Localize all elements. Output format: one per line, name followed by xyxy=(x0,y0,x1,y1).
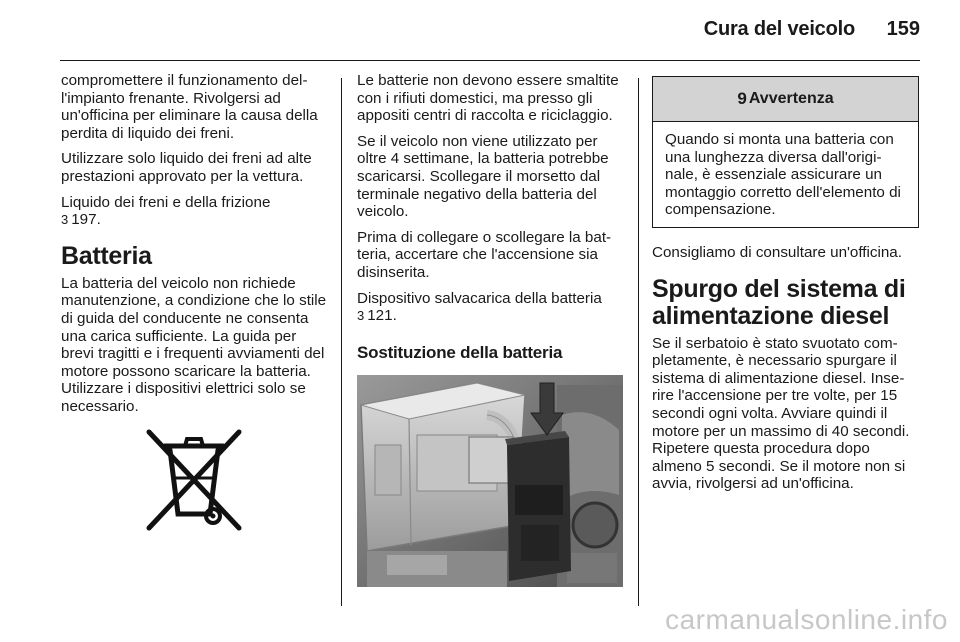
paragraph-battery-idle: Se il veicolo non viene utilizzato per oltre 4 settimane, la batteria potrebbe scaricarsi. Scollegare il morsetto dal terminale negativo della batteria del veicolo. xyxy=(357,132,609,221)
column-3 xyxy=(652,72,920,501)
column-1 xyxy=(61,72,327,534)
page-number: 159 xyxy=(886,18,920,40)
paragraph-battery-ignition: Prima di collegare o scollegare la batteria, accertare che l'accensione sia disinserita. xyxy=(357,228,612,281)
paragraph-brake-leak: compromettere il funzionamento dell'impianto frenante. Rivolgersi ad un'officina per eliminare la causa della perdita di liquido dei freni. xyxy=(61,72,318,142)
page-header-title: Cura del veicolo xyxy=(703,18,855,40)
warning-text: Quando si monta una batteria con una lunghezza diversa dall'originale, è essenziale assicurare un montaggio corretto dell'elemento di compensazione. xyxy=(665,131,901,219)
warning-header xyxy=(653,77,918,122)
paragraph-consult-workshop: Consigliamo di consultare un'officina. xyxy=(652,243,902,261)
engine-bay-illustration xyxy=(357,375,623,587)
reference-text: Dispositivo salvacarica della batteria xyxy=(357,289,602,307)
section-heading-diesel-bleed: Spurgo del sistema di alimentazione diesel xyxy=(652,274,906,330)
paragraph-battery-info: La batteria del veicolo non richiede manutenzione, a condizione che lo stile di guida del conducente ne consenta una carica sufficiente. La guida per brevi tragitti e i frequenti avviamenti del motore possono scaricare la batteria. Utilizzare i dispositivi elettrici solo se necessario. xyxy=(61,274,327,415)
column-divider-2 xyxy=(638,78,639,606)
paragraph-diesel-bleed: Se il serbatoio è stato svuotato completamente, è necessario spurgare il sistema di alimentazione diesel. Inserire l'accensione per tre volte, per 15 secondi ogni volta. Avviare quindi il motore per un massimo di 40 secondi. Ripetere questa procedura dopo almeno 5 secondi. Se il motore non si avvia, rivolgersi ad un'officina. xyxy=(652,334,910,493)
section-heading-battery: Batteria xyxy=(61,241,152,270)
warning-triangle-icon: 9 xyxy=(737,89,747,109)
reference-arrow-icon: 3 xyxy=(357,308,365,324)
crossed-bin-icon xyxy=(139,428,249,534)
column-2 xyxy=(357,72,623,587)
reference-arrow-icon: 3 xyxy=(61,212,69,228)
paragraph-brake-fluid: Utilizzare solo liquido dei freni ad alte prestazioni approvato per la vettura. xyxy=(61,150,312,185)
reference-text: Liquido dei freni e della frizione xyxy=(61,193,271,211)
paragraph-battery-disposal: Le batterie non devono essere smaltite con i rifiuti domestici, ma presso gli appositi centri di raccolta e riciclaggio. xyxy=(357,72,619,125)
column-divider-1 xyxy=(341,78,342,606)
header-rule xyxy=(60,60,920,61)
reference-page: 197. xyxy=(71,211,101,229)
warning-title: Avvertenza xyxy=(748,90,834,108)
disposal-symbol xyxy=(61,428,327,534)
warning-box xyxy=(652,76,919,228)
paragraph-brake-reference xyxy=(61,194,327,229)
paragraph-battery-saver xyxy=(357,290,623,325)
battery-location-illustration xyxy=(357,375,623,587)
reference-page: 121. xyxy=(367,307,397,325)
subheading-battery-replacement: Sostituzione della batteria xyxy=(357,342,563,362)
watermark-text: carmanualsonline.info xyxy=(665,604,948,635)
